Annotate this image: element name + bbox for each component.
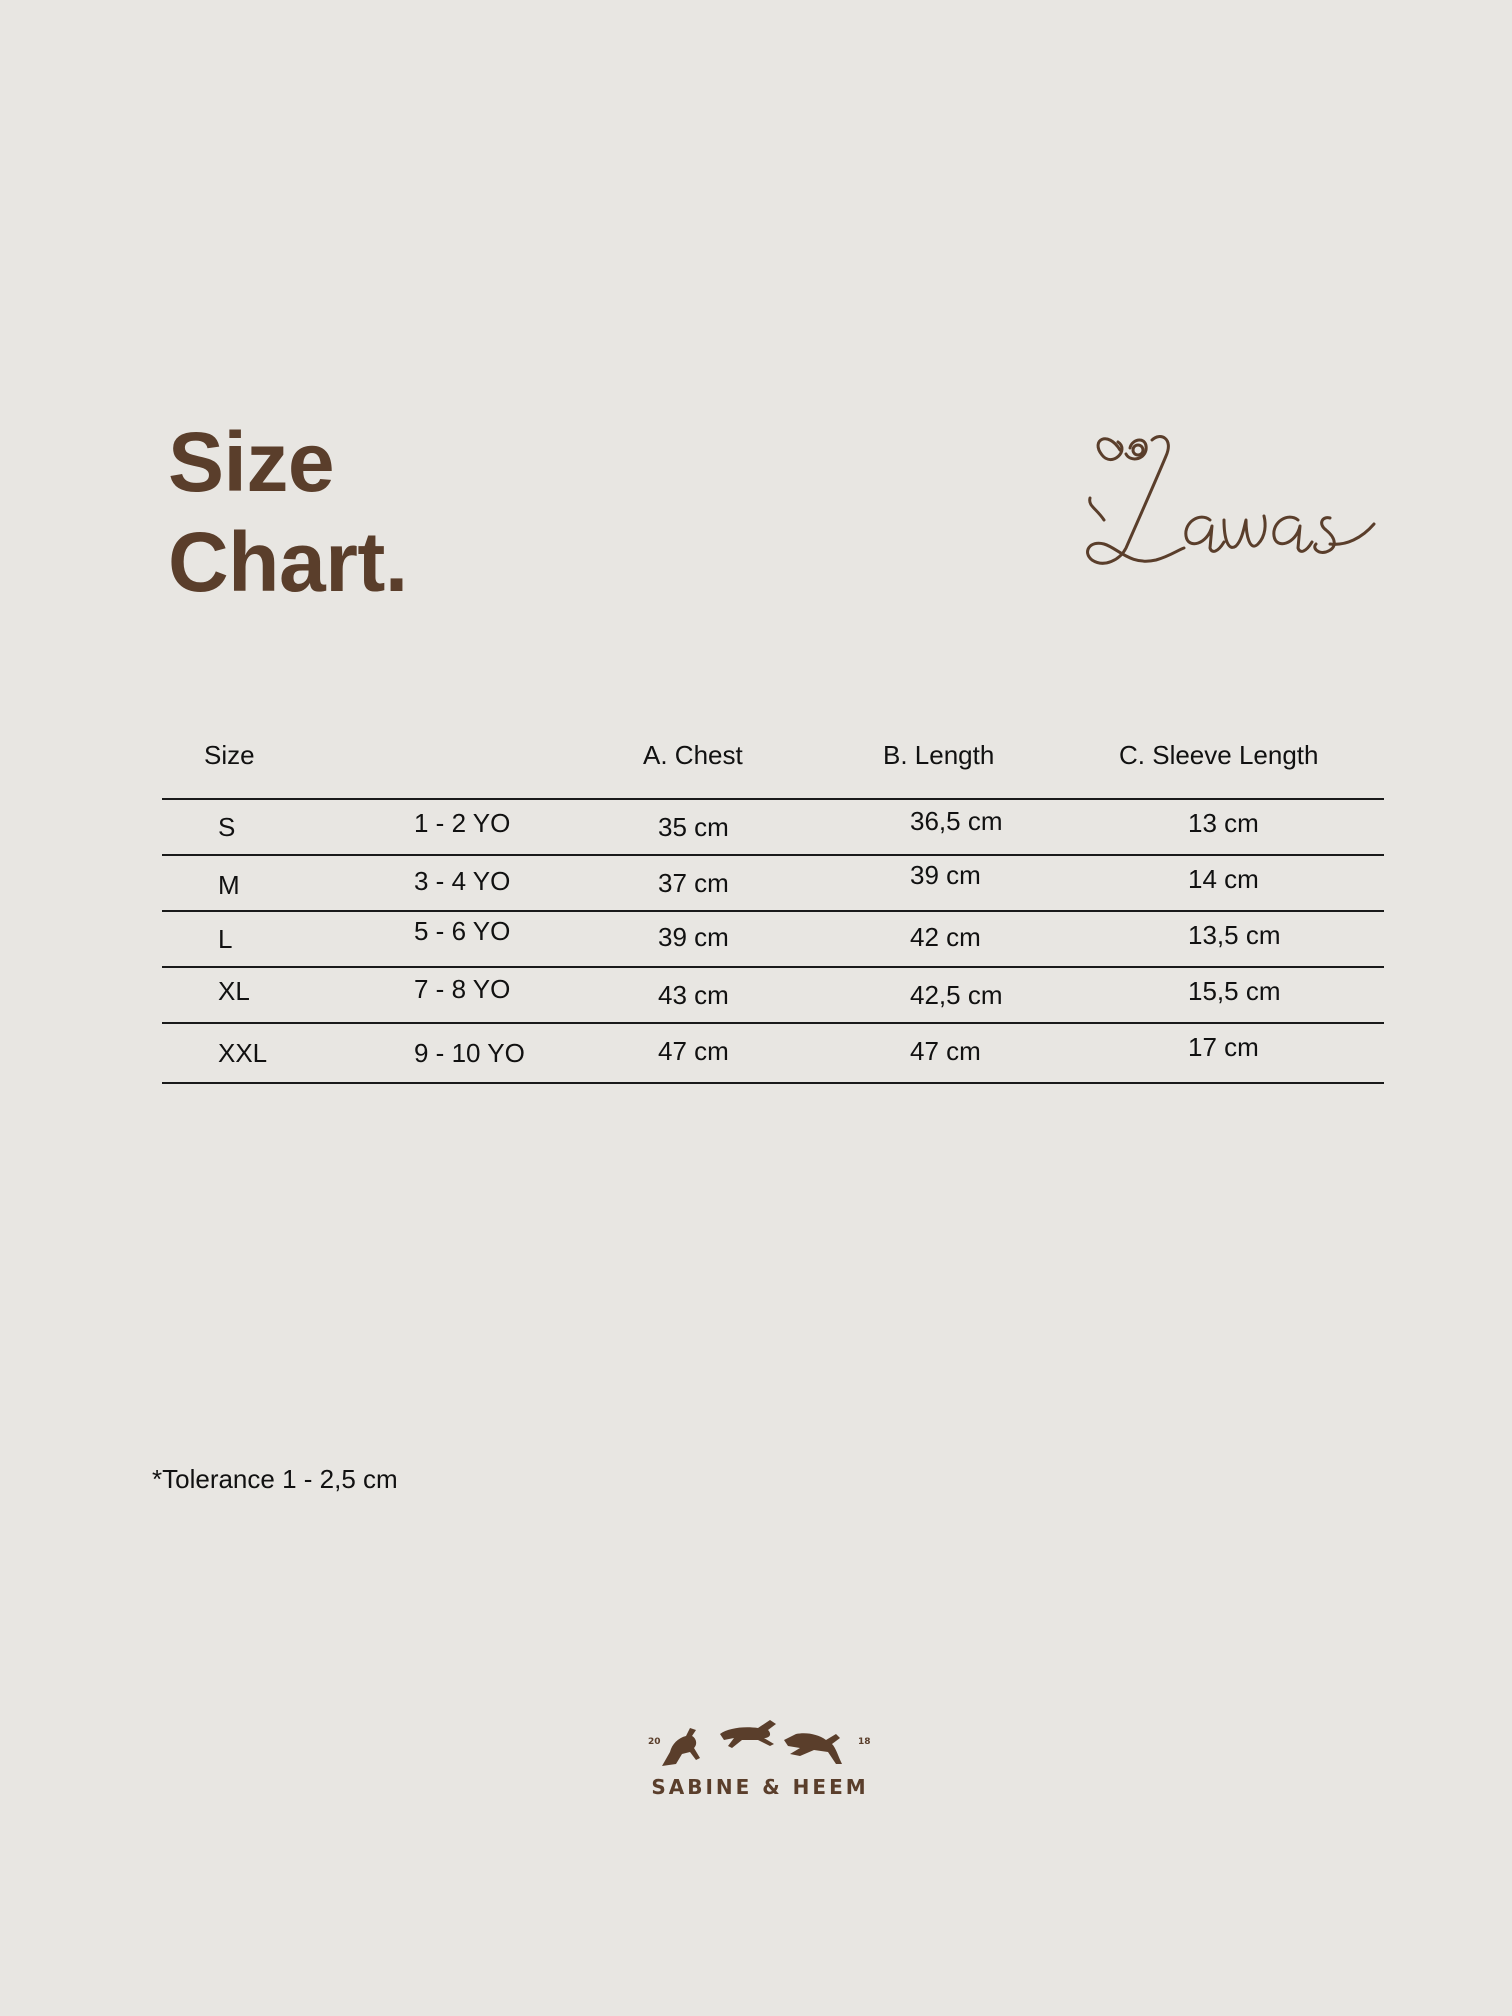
header-length: B. Length xyxy=(883,740,995,770)
table-row xyxy=(162,968,1384,1024)
cell-size: XXL xyxy=(218,1038,268,1068)
table-row xyxy=(162,856,1384,912)
page-title xyxy=(168,412,408,612)
cell-size: L xyxy=(218,924,233,954)
horses-icon xyxy=(640,1708,880,1772)
brand-year-left: 20 xyxy=(648,1737,661,1747)
cell-length: 42 cm xyxy=(910,922,981,952)
script-logo xyxy=(1060,420,1400,580)
cell-size: XL xyxy=(218,976,250,1006)
table-row xyxy=(162,800,1384,856)
brand-name: SABINE & HEEM xyxy=(651,1775,869,1799)
size-table xyxy=(162,730,1384,1084)
table-row xyxy=(162,912,1384,968)
cell-length: 42,5 cm xyxy=(910,980,1003,1010)
header-size: Size xyxy=(204,740,255,770)
title-line-2: Chart. xyxy=(168,515,408,609)
cell-age: 1 - 2 YO xyxy=(414,808,511,838)
cell-sleeve: 15,5 cm xyxy=(1188,976,1281,1006)
brand-year-right: 18 xyxy=(858,1737,871,1747)
cell-length: 47 cm xyxy=(910,1036,981,1066)
cell-age: 7 - 8 YO xyxy=(414,974,511,1004)
header-sleeve-length: C. Sleeve Length xyxy=(1119,740,1319,770)
cell-sleeve: 13,5 cm xyxy=(1188,920,1281,950)
cell-chest: 35 cm xyxy=(658,812,729,842)
cell-chest: 47 cm xyxy=(658,1036,729,1066)
cell-length: 39 cm xyxy=(910,860,981,890)
header-chest: A. Chest xyxy=(643,740,743,770)
cell-sleeve: 17 cm xyxy=(1188,1032,1259,1062)
table-header xyxy=(162,730,1384,800)
cell-sleeve: 13 cm xyxy=(1188,808,1259,838)
cell-chest: 43 cm xyxy=(658,980,729,1010)
cell-size: M xyxy=(218,870,240,900)
cell-size: S xyxy=(218,812,236,842)
brand-logo xyxy=(640,1708,880,1808)
cell-chest: 37 cm xyxy=(658,868,729,898)
tolerance-note: *Tolerance 1 - 2,5 cm xyxy=(152,1464,398,1494)
table-row xyxy=(162,1024,1384,1084)
cell-chest: 39 cm xyxy=(658,922,729,952)
cell-length: 36,5 cm xyxy=(910,806,1003,836)
cell-age: 9 - 10 YO xyxy=(414,1038,525,1068)
cell-sleeve: 14 cm xyxy=(1188,864,1259,894)
title-line-1: Size xyxy=(168,415,335,509)
cell-age: 5 - 6 YO xyxy=(414,916,511,946)
cell-age: 3 - 4 YO xyxy=(414,866,511,896)
